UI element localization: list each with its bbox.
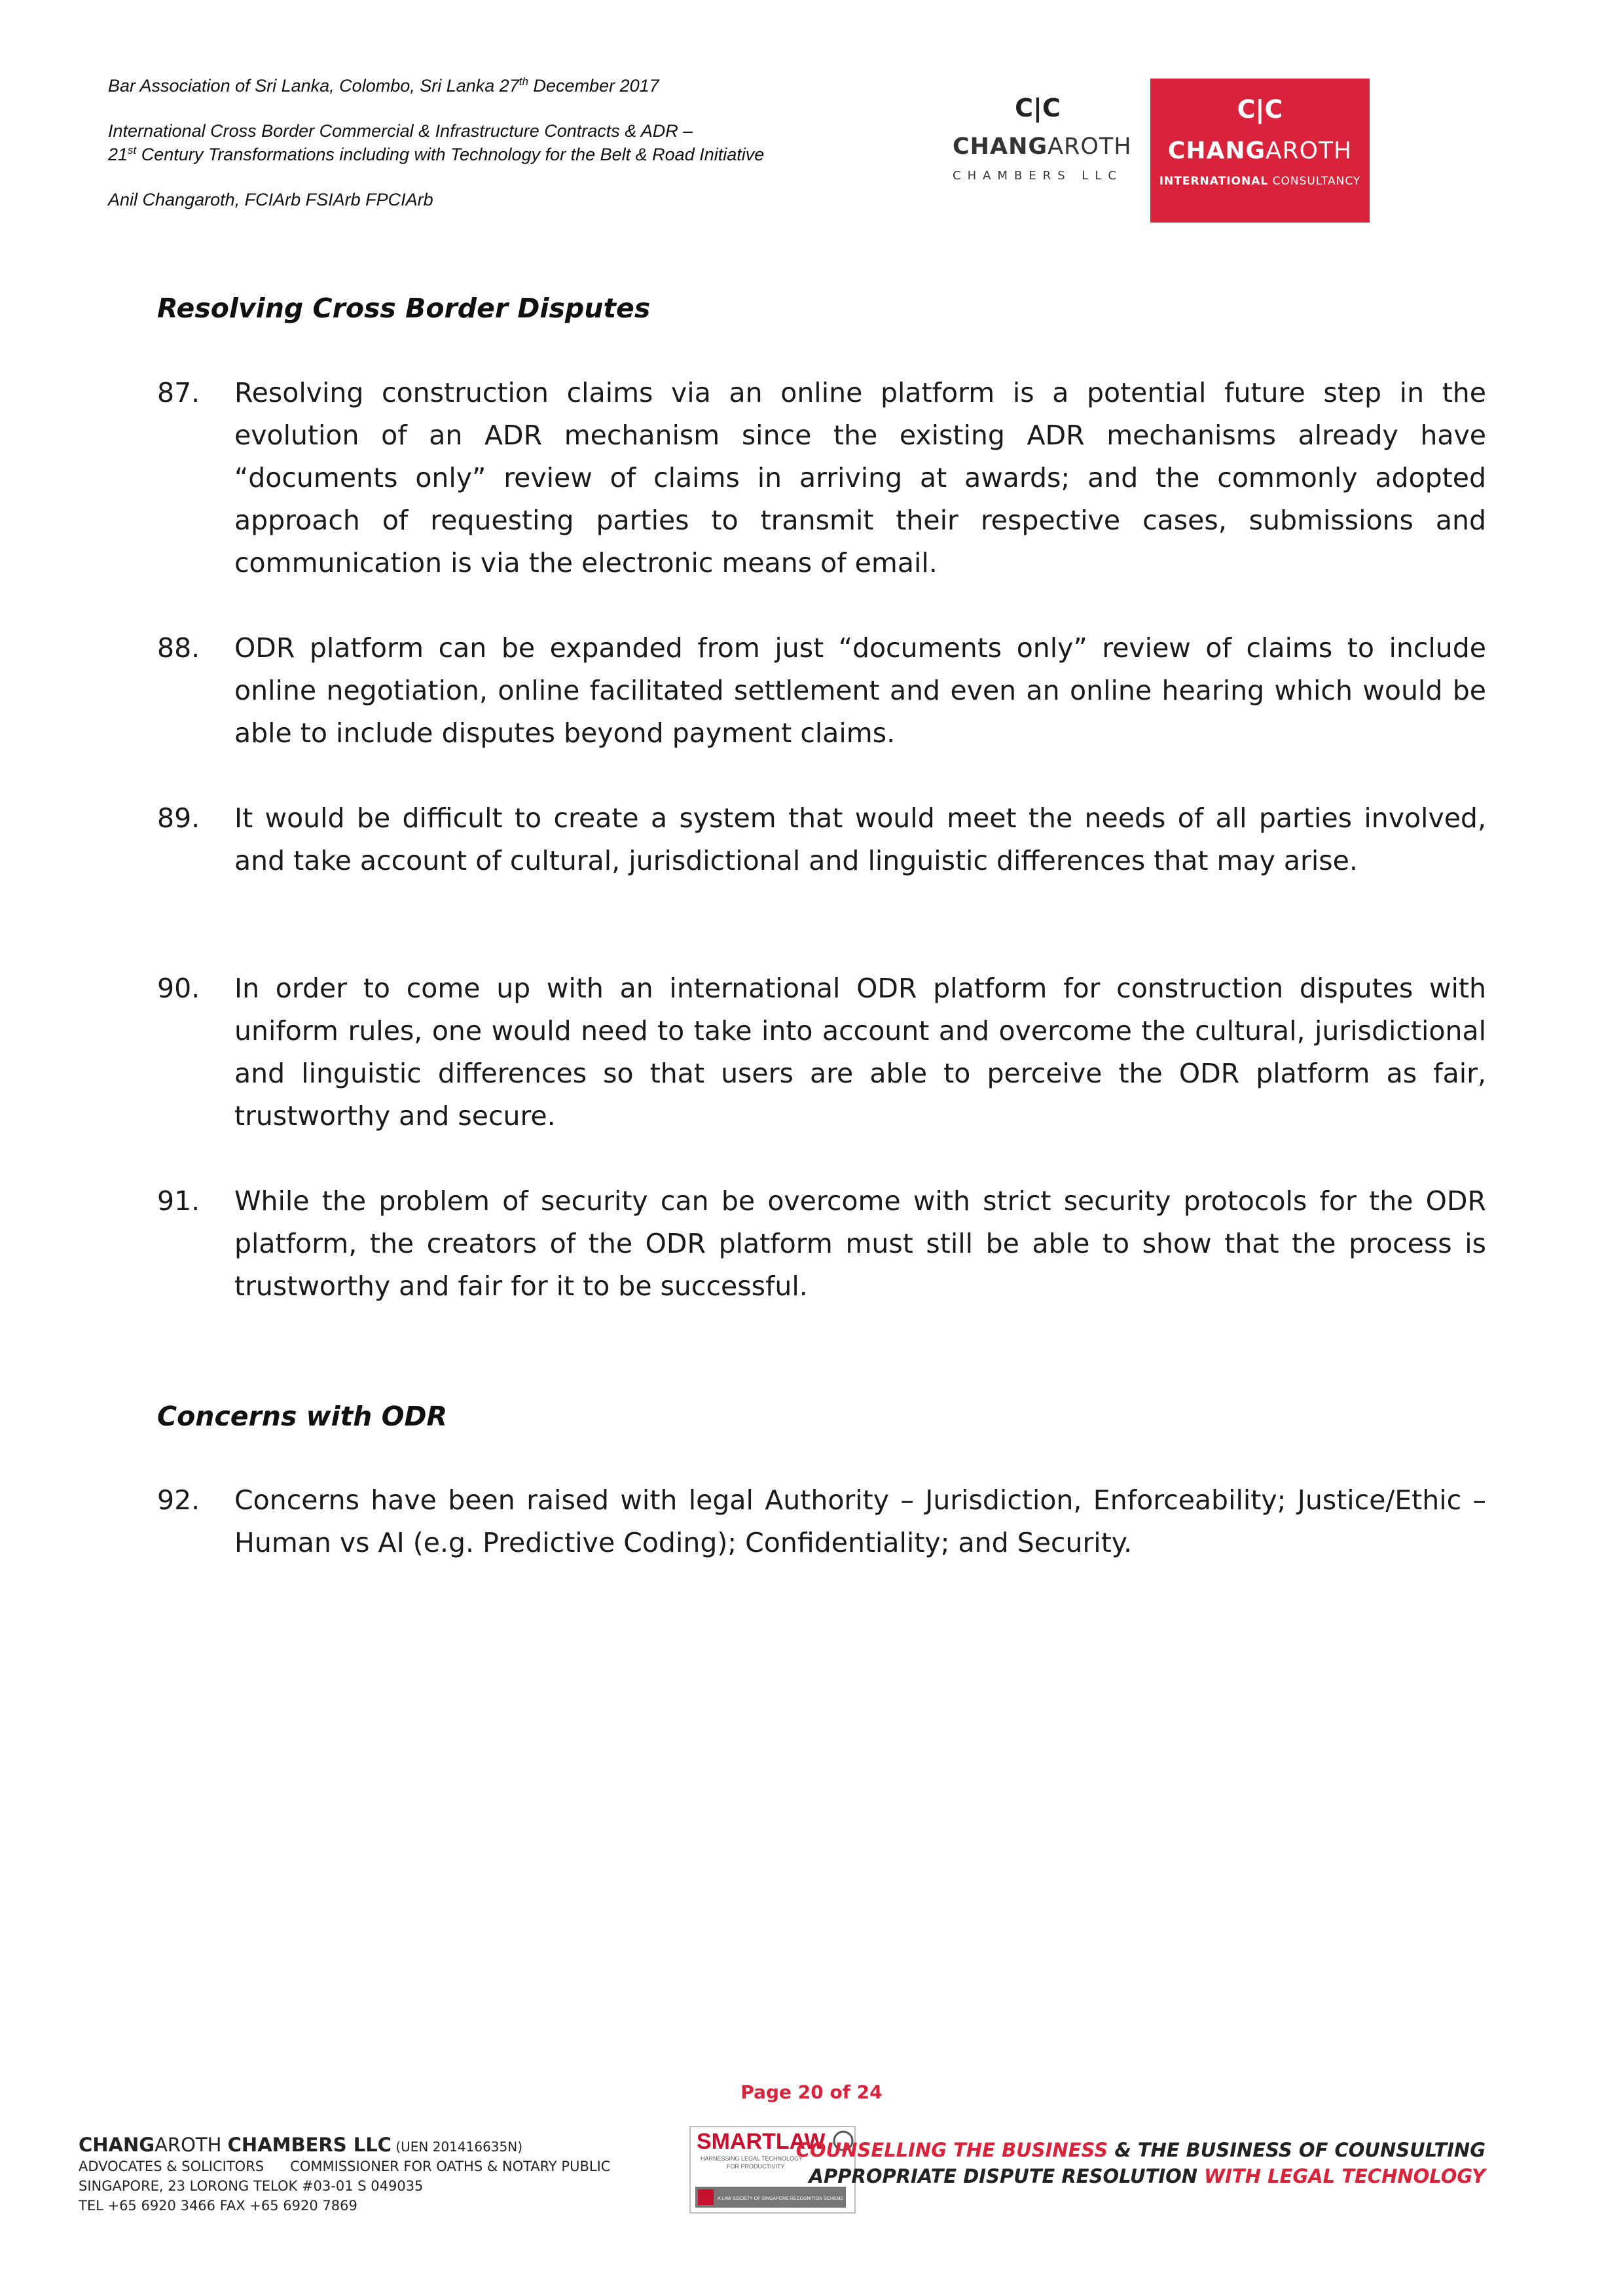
section-heading: Resolving Cross Border Disputes	[157, 293, 651, 324]
header-title-line: International Cross Border Commercial & Infrastructure Contracts & ADR –	[108, 121, 693, 141]
footer-tagline: COUNSELLING THE BUSINESS & THE BUSINESS OF COUNSULTING APPROPRIATE DISPUTE RESOLUTION WITH LEGAL TECHNOLOGY	[795, 2139, 1486, 2187]
changaroth-chambers-logo: C|C CHANGAROTH CHAMBERS LLC	[953, 92, 1123, 223]
paragraph-text: ODR platform can be expanded from just “documents only” review of claims to include online negotiation, online facilitated settlement and even an online hearing which would be able to include disputes beyond payment claims.	[234, 632, 1486, 749]
paragraph-text: Concerns have been raised with legal Authority – Jurisdiction, Enforceability; Justice/Ethic – Human vs AI (e.g. Predictive Coding); Confidentiality; and Security.	[234, 1484, 1486, 1558]
numbered-paragraph	[157, 1479, 1486, 1564]
svg-text:A LAW SOCIETY OF SINGAPORE REC: A LAW SOCIETY OF SINGAPORE RECOGNITION SCHEME	[718, 2197, 844, 2201]
numbered-paragraph	[157, 797, 1486, 882]
logo-mark-icon: C|C	[1237, 95, 1283, 124]
paragraph-number: 88.	[157, 632, 200, 664]
header-subtitle-line: 21st Century Transformations including with Technology for the Belt & Road Initiative	[108, 144, 765, 164]
footer-firm-name: CHANGAROTH CHAMBERS LLC (UEN 201416635N)	[79, 2134, 523, 2156]
paragraph-number: 89.	[157, 802, 200, 834]
svg-text:HARNESSING LEGAL TECHNOLOGY: HARNESSING LEGAL TECHNOLOGY	[701, 2155, 803, 2162]
paragraph-number: 87.	[157, 377, 200, 408]
header-author-line: Anil Changaroth, FCIArb FSIArb FPCIArb	[108, 190, 433, 209]
logo-mark-icon: C|C	[1015, 94, 1061, 122]
section-heading: Concerns with ODR	[157, 1401, 448, 1432]
changaroth-consultancy-logo: C|C CHANGAROTH INTERNATIONAL CONSULTANCY	[1150, 79, 1370, 223]
footer-phone-fax: TEL +65 6920 3466 FAX +65 6920 7869	[79, 2198, 357, 2214]
page-number: Page 20 of 24	[740, 2081, 883, 2103]
paragraph-text: It would be difficult to create a system that would meet the needs of all parties involved, and take account of cultural, jurisdictional and linguistic differences that may arise.	[234, 802, 1486, 876]
law-society-icon	[698, 2189, 714, 2205]
paragraph-text: While the problem of security can be overcome with strict security protocols for the ODR platform, the creators of the ODR platform must still be able to show that the process is trustworthy and fair for it to be successful.	[234, 1185, 1486, 1302]
numbered-paragraph	[157, 627, 1486, 755]
paragraph-number: 90.	[157, 973, 200, 1004]
paragraph-text: In order to come up with an international ODR platform for construction disputes with uniform rules, one would need to take into account and overcome the cultural, jurisdictional and linguistic differences so that users are able to perceive the ODR platform as fair, trustworthy and secure.	[234, 973, 1486, 1132]
footer-address: SINGAPORE, 23 LORONG TELOK #03-01 S 049035	[79, 2178, 424, 2194]
svg-text:FOR PRODUCTIVITY: FOR PRODUCTIVITY	[727, 2163, 785, 2170]
paragraph-number: 92.	[157, 1484, 200, 1516]
numbered-paragraph	[157, 1180, 1486, 1308]
footer-firm-details	[79, 2135, 610, 2215]
numbered-paragraph	[157, 967, 1486, 1138]
numbered-paragraph	[157, 372, 1486, 584]
header-event-line: Bar Association of Sri Lanka, Colombo, Sri Lanka 27th December 2017	[108, 75, 659, 96]
svg-text:SMARTLAW: SMARTLAW	[697, 2129, 826, 2154]
paragraph-text: Resolving construction claims via an online platform is a potential future step in the evolution of an ADR mechanism since the existing ADR mechanisms already have “documents only” review of claims in arriving at awards; and the commonly adopted approach of requesting parties to transmit their respective cases, submissions and communication is via the electronic means of email.	[234, 377, 1486, 579]
paragraph-number: 91.	[157, 1185, 200, 1217]
footer-firm-roles: ADVOCATES & SOLICITORS COMMISSIONER FOR OATHS & NOTARY PUBLIC	[79, 2159, 611, 2174]
